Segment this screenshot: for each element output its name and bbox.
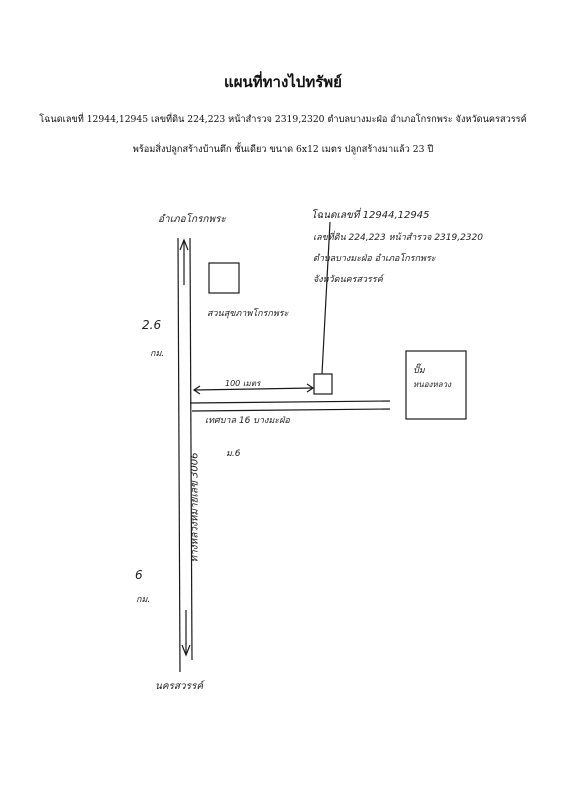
- highway-right-edge: [190, 238, 192, 660]
- callout-line-4: จังหวัดนครสวรรค์: [313, 275, 383, 285]
- property-box: [314, 374, 332, 394]
- building-description: พร้อมสิ่งปลูกสร้างบ้านตึก ชั้นเดียว ขนาด 6x12 เมตร ปลูกสร้างมาแล้ว 23 ปี: [132, 144, 434, 155]
- south-label: นครสวรรค์: [155, 681, 204, 692]
- callout-line-2: เลขที่ดิน 224,223 หน้าสำรวจ 2319,2320: [313, 233, 483, 243]
- callout-line-3: ตำบลบางมะฝ่อ อำเภอโกรกพระ: [313, 254, 436, 264]
- document-title: แผนที่ทางไปทรัพย์: [224, 73, 342, 91]
- highway-left-edge: [178, 238, 180, 672]
- highway-label: ทางหลวงหมายเลข 3006: [189, 452, 201, 563]
- park-label: สวนสุขภาพโกรกพระ: [207, 309, 289, 319]
- shop-label-2: หนองหลวง: [413, 380, 452, 389]
- callout-line-1: โฉนดเลขที่ 12944,12945: [311, 210, 430, 221]
- shop-label-1: ปั๊ม: [413, 366, 425, 376]
- distance-label: 100 เมตร: [225, 379, 261, 388]
- north-label: อำเภอโกรกพระ: [158, 214, 226, 225]
- callout-line: [322, 222, 330, 374]
- soi-top-edge: [190, 401, 390, 403]
- soi-label: เทศบาล 16 บางมะฝ่อ: [205, 416, 290, 426]
- km-marker-top-unit: กม.: [150, 349, 165, 359]
- km-marker-bottom: 6: [135, 568, 143, 582]
- deed-description: โฉนดเลขที่ 12944,12945 เลขที่ดิน 224,223 หน้าสำรวจ 2319,2320 ตำบลบางมะฝ่อ อำเภอโกรกพระ จังหวัดนครสวรรค์: [39, 114, 527, 125]
- park-box: [209, 263, 239, 293]
- soi-bottom-edge: [192, 409, 390, 411]
- soi-marker: ม.6: [226, 449, 241, 459]
- km-marker-top: 2.6: [142, 318, 162, 332]
- km-marker-bottom-unit: กม.: [136, 595, 151, 605]
